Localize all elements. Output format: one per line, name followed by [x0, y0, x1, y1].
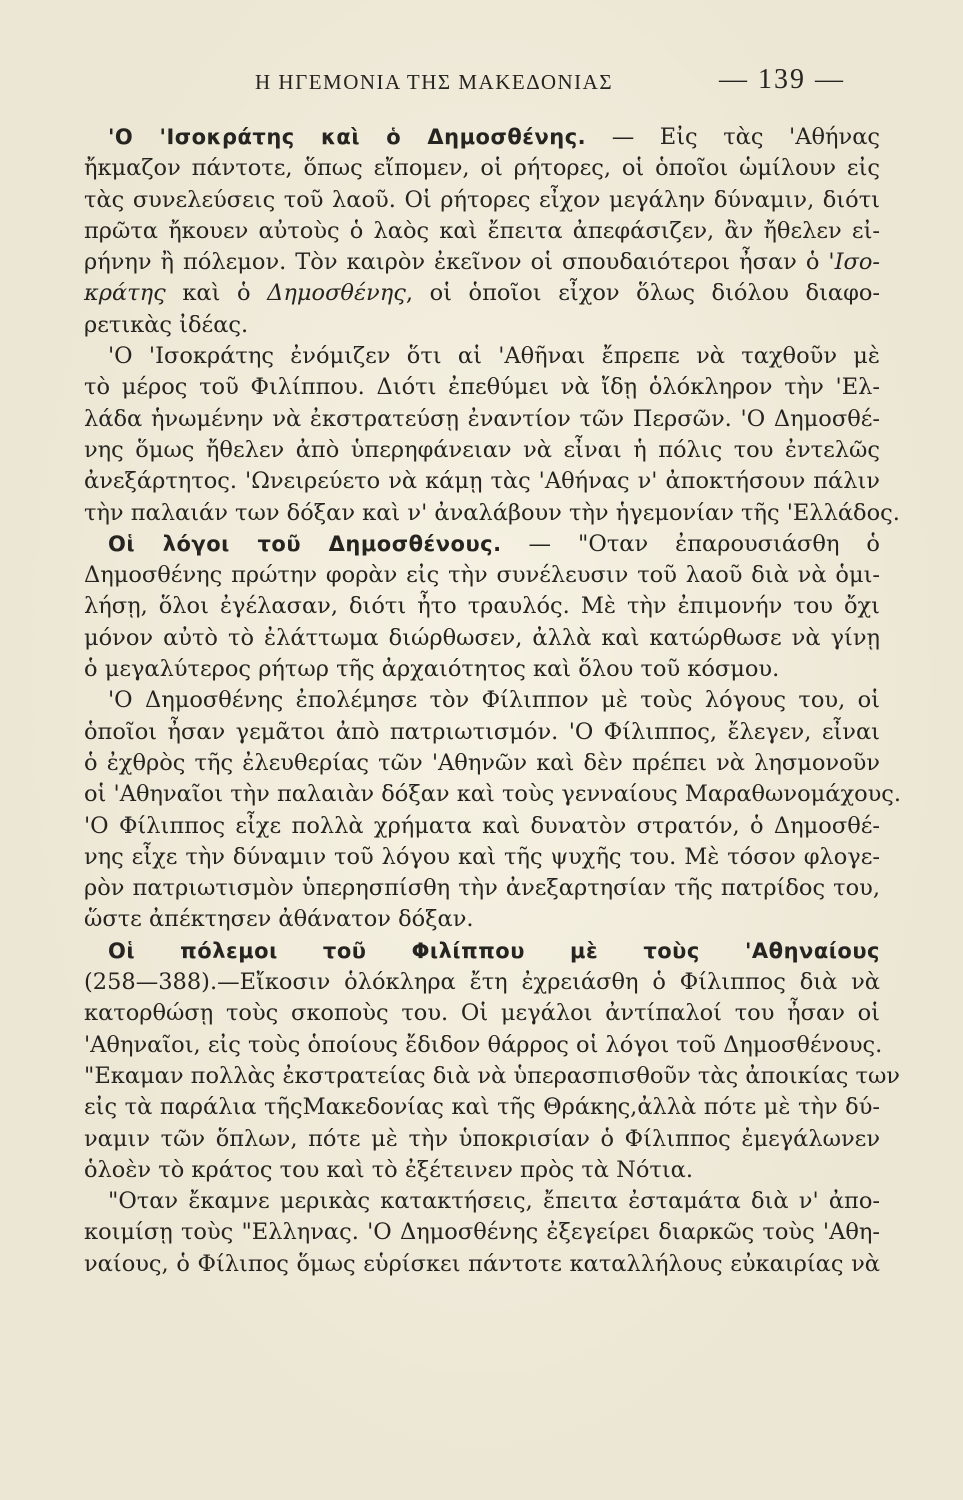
text-line [84, 811, 880, 842]
text-line [84, 1030, 883, 1061]
body-text [84, 122, 902, 1280]
text-line [84, 1155, 880, 1186]
line-text: 'Αθηναῖοι, εἰς τοὺς ὁποίους ἔδιδον θάρρος οἱ λόγοι τοῦ Δημοσθένους. [84, 1031, 883, 1058]
text-line [84, 842, 880, 873]
line-text: ὁ μεγαλύτερος ρήτωρ τῆς ἀρχαιότητος καὶ ὅλου τοῦ κόσμου. [84, 656, 780, 683]
line-text: ναμιν τῶν ὅπλων, πότε μὲ τὴν ὑποκρισίαν ὁ Φίλιππος ἐμεγάλωνεν [84, 1125, 880, 1152]
text-line [84, 466, 880, 497]
line-text: ἤκμαζον πάντοτε, ὅπως εἴπομεν, οἱ ρήτορες, οἱ ὁποῖοι ὡμίλουν εἰς [84, 155, 880, 182]
line-text: ρὸν πατριωτισμὸν ὑπερησπίσθη τὴν ἀνεξαρτησίαν τῆς πατρίδος του, [84, 875, 880, 902]
line-text: εἰς τὰ παράλια τῆςΜακεδονίας καὶ τῆς Θράκης,ἀλλὰ πότε μὲ τὴν δύ- [84, 1094, 880, 1121]
line-text: πρῶτα ἤκουεν αὐτοὺς ὁ λαὸς καὶ ἔπειτα ἀπεφάσιζεν, ἂν ἤθελεν εἰ- [84, 217, 880, 244]
line-text: κοιμίσῃ τοὺς "Ελληνας. 'Ο Δημοσθένης ἐξεγείρει διαρκῶς τοὺς 'Αθη- [84, 1219, 880, 1246]
text-line [84, 748, 880, 779]
text-line [84, 310, 880, 341]
line-text: — "Οταν ἐπαρουσιάσθη ὁ [501, 530, 880, 557]
line-text: — Εἰς τὰς 'Αθήνας [586, 124, 880, 150]
line-text: τὴν παλαιάν των δόξαν καὶ ν' ἀναλάβουν τὴν ἡγεμονίαν τῆς 'Ελλάδος. [84, 499, 900, 526]
line-text: ὥστε ἀπέκτησεν ἀθάνατον δόξαν. [84, 906, 474, 933]
page-number: — 139 — [719, 64, 845, 95]
line-text: ρήνην ἢ πόλεμον. Τὸν καιρὸν ἐκεῖνον οἱ σπουδαιότεροι ἦσαν ὁ [84, 249, 829, 276]
text-line [84, 560, 880, 591]
section-heading: Οἱ λόγοι τοῦ Δημοσθένους. [108, 531, 502, 556]
text-line [84, 1092, 880, 1123]
text-line [84, 498, 900, 529]
text-line [84, 904, 880, 935]
italic-name: 'Ισο- [828, 249, 880, 276]
line-text: λήσῃ, ὅλοι ἐγέλασαν, διότι ἦτο τραυλός. Μὲ τὴν ἐπιμονήν του ὄχι [84, 593, 880, 620]
text-line [84, 404, 880, 435]
line-text: , οἱ ὁποῖοι εἶχον ὅλως διόλου διαφο- [405, 280, 880, 307]
line-text: ὁποῖοι ἦσαν γεμᾶτοι ἀπὸ πατριωτισμόν. 'Ο Φίλιππος, ἔλεγεν, εἶναι [84, 718, 880, 745]
section-heading: Οἱ πόλεμοι τοῦ Φιλίππου μὲ τοὺς 'Αθηναίους [108, 938, 880, 963]
line-text: τὰς συνελεύσεις τοῦ λαοῦ. Οἱ ρήτορες εἶχον μεγάλην δύναμιν, διότι [84, 186, 880, 213]
text-line [84, 873, 880, 904]
line-text: "Εκαμαν πολλὰς ἐκστρατείας διὰ νὰ ὑπερασπισθοῦν τὰς ἀποικίας των [84, 1062, 900, 1089]
text-line [84, 998, 880, 1029]
text-line [84, 247, 880, 278]
text-line [84, 654, 880, 685]
text-line [84, 341, 880, 372]
line-text: 'Ο Φίλιππος εἶχε πολλὰ χρήματα καὶ δυνατὸν στρατόν, ὁ Δημοσθέ- [84, 812, 880, 839]
line-text: Δημοσθένης πρώτην φορὰν εἰς τὴν συνέλευσιν τοῦ λαοῦ διὰ νὰ ὁμι- [84, 562, 880, 589]
text-line [84, 185, 880, 216]
line-text: "Οταν ἔκαμνε μερικὰς κατακτήσεις, ἔπειτα ἐσταμάτα διὰ ν' ἀπο- [108, 1188, 880, 1215]
text-line [84, 529, 880, 560]
text-line [84, 278, 880, 309]
text-line [84, 1186, 880, 1217]
section-heading: 'Ο 'Ισοκράτης καὶ ὁ Δημοσθένης. [108, 125, 587, 149]
text-line [84, 717, 880, 748]
line-text: καὶ ὁ [165, 280, 268, 307]
text-line [84, 685, 880, 716]
line-text: ὁ ἐχθρὸς τῆς ἐλευθερίας τῶν 'Αθηνῶν καὶ δὲν πρέπει νὰ λησμονοῦν [84, 749, 880, 776]
line-text: 'Ο Δημοσθένης ἐπολέμησε τὸν Φίλιππον μὲ τοὺς λόγους του, οἱ [108, 687, 880, 714]
line-text: κατορθώσῃ τοὺς σκοποὺς του. Οἱ μεγάλοι ἀντίπαλοί του ἦσαν οἱ [84, 1000, 880, 1027]
line-text: μόνον αὐτὸ τὸ ἐλάττωμα διώρθωσεν, ἀλλὰ καὶ κατώρθωσε νὰ γίνῃ [84, 624, 880, 651]
text-line [84, 372, 880, 403]
line-text: (258—388).—Εἴκοσιν ὁλόκληρα ἔτη ἐχρειάσθη ὁ Φίλιππος διὰ νὰ [84, 969, 880, 996]
text-line [84, 122, 880, 153]
text-line [84, 623, 880, 654]
line-text: 'Ο 'Ισοκράτης ἐνόμιζεν ὅτι αἱ 'Αθῆναι ἔπρεπε νὰ ταχθοῦν μὲ [108, 343, 880, 370]
text-line [84, 216, 880, 247]
line-text: λάδα ἡνωμένην νὰ ἐκστρατεύσῃ ἐναντίον τῶν Περσῶν. 'Ο Δημοσθέ- [84, 405, 880, 432]
running-title: Η ΗΓΕΜΟΝΙΑ ΤΗΣ ΜΑΚΕΔΟΝΙΑΣ [255, 70, 614, 94]
italic-name: κράτης [84, 280, 166, 307]
line-text: ναίους, ὁ Φίλιπος ὅμως εὑρίσκει πάντοτε καταλλήλους εὐκαιρίας νὰ [84, 1250, 880, 1277]
italic-name: Δημοσθένης [267, 280, 406, 307]
line-text: ρετικὰς ἰδέας. [84, 311, 249, 338]
text-line [84, 967, 880, 998]
line-text: ὁλοὲν τὸ κράτος του καὶ τὸ ἐξέτεινεν πρὸς τὰ Νότια. [84, 1156, 694, 1183]
page-header [255, 64, 845, 104]
text-line [84, 435, 880, 466]
text-line [84, 153, 880, 184]
line-text: νης εἶχε τὴν δύναμιν τοῦ λόγου καὶ τῆς ψυχῆς του. Μὲ τόσον φλογε- [84, 843, 880, 870]
text-line [84, 1061, 900, 1092]
text-line [84, 779, 902, 810]
line-text: ἀνεξάρτητος. 'Ωνειρεύετο νὰ κάμῃ τὰς 'Αθήνας ν' ἀποκτήσουν πάλιν [84, 468, 880, 495]
text-line [84, 1249, 880, 1280]
text-line [84, 1217, 880, 1248]
line-text: τὸ μέρος τοῦ Φιλίππου. Διότι ἐπεθύμει νὰ ἴδῃ ὁλόκληρον τὴν 'Ελ- [84, 374, 880, 401]
text-line [84, 936, 880, 967]
text-line [84, 1124, 880, 1155]
text-line [84, 591, 880, 622]
line-text: οἱ 'Αθηναῖοι τὴν παλαιὰν δόξαν καὶ τοὺς γενναίους Μαραθωνομάχους. [84, 781, 902, 808]
line-text: νης ὅμως ἤθελεν ἀπὸ ὑπερηφάνειαν νὰ εἶναι ἡ πόλις του ἐντελῶς [84, 436, 880, 463]
